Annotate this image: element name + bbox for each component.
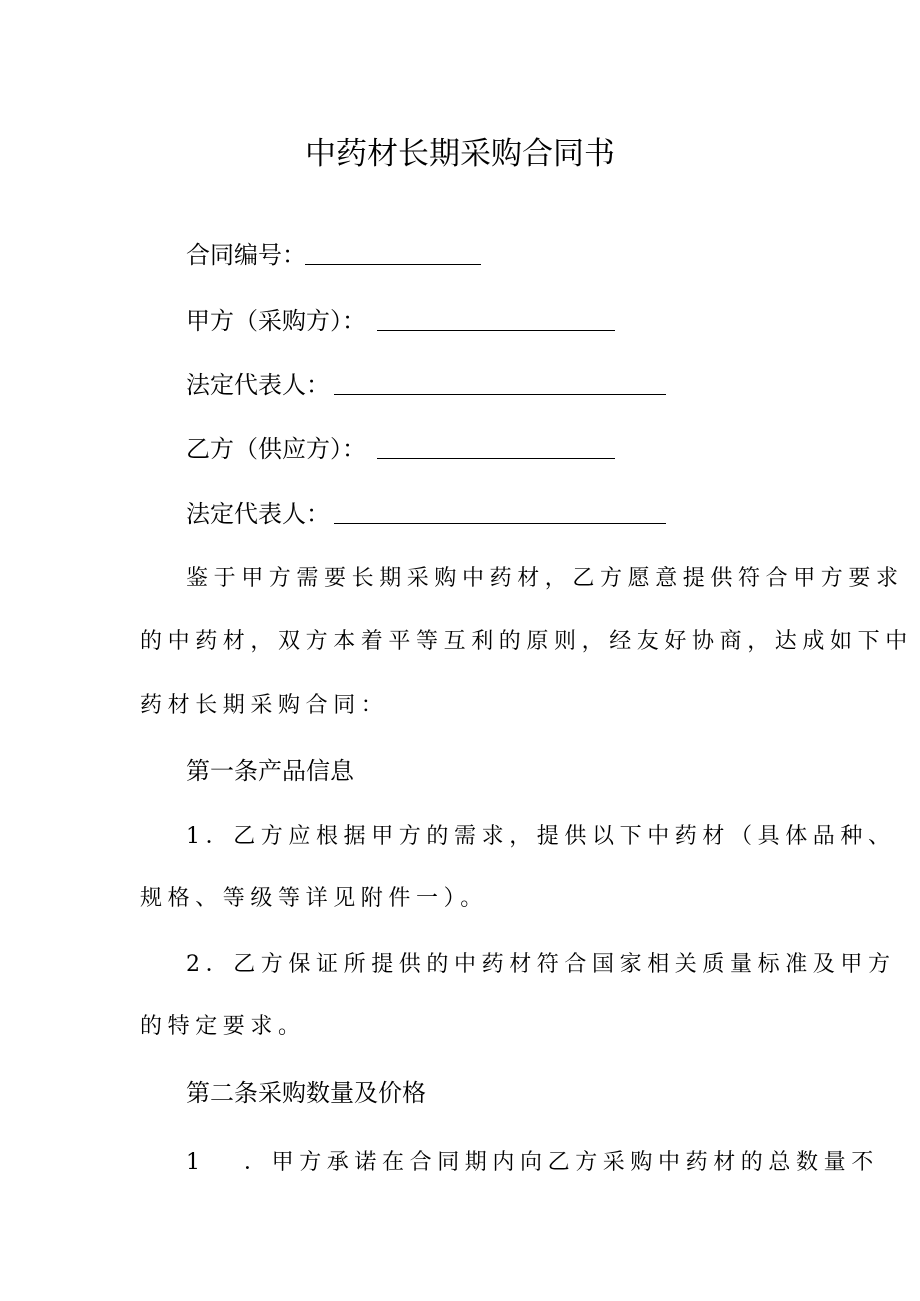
article-2-item-1-number: 1 <box>186 1150 206 1175</box>
preamble-line-2: 的中药材，双方本着平等互利的原则，经友好协商，达成如下中 <box>140 629 913 654</box>
party-b-representative-label: 法定代表人： <box>186 500 330 528</box>
article-2-heading: 第二条采购数量及价格 <box>186 1079 426 1107</box>
party-a-representative-field <box>186 370 330 400</box>
party-a-label: 甲方（采购方）： <box>186 307 366 335</box>
party-a-blank <box>377 330 615 331</box>
party-b-blank <box>377 458 615 459</box>
party-b-field <box>186 434 366 464</box>
article-1-heading: 第一条产品信息 <box>186 757 354 785</box>
party-b-representative-field <box>186 499 330 529</box>
party-b-representative-blank <box>334 523 666 524</box>
article-1-item-2-line-2: 的特定要求。 <box>140 1014 306 1039</box>
article-1-item-1-line-2: 规格、等级等详见附件一）。 <box>140 886 488 911</box>
party-a-representative-blank <box>334 394 666 395</box>
article-1-item-1-line-1: 1．乙方应根据甲方的需求，提供以下中药材（具体品种、 <box>186 824 896 849</box>
preamble-line-3: 药材长期采购合同： <box>140 693 389 718</box>
contract-number-blank <box>305 264 481 265</box>
preamble-line-1: 鉴于甲方需要长期采购中药材，乙方愿意提供符合甲方要求 <box>186 566 904 591</box>
party-a-field <box>186 306 366 336</box>
contract-number-field <box>186 240 306 270</box>
party-b-label: 乙方（供应方）： <box>186 435 366 463</box>
article-1-item-2-line-1: 2．乙方保证所提供的中药材符合国家相关质量标准及甲方 <box>186 952 896 977</box>
article-2-item-1-line-1: ．甲方承诺在合同期内向乙方采购中药材的总数量不 <box>244 1150 879 1175</box>
contract-number-label: 合同编号： <box>186 241 306 269</box>
document-title: 中药材长期采购合同书 <box>305 136 615 172</box>
party-a-representative-label: 法定代表人： <box>186 371 330 399</box>
